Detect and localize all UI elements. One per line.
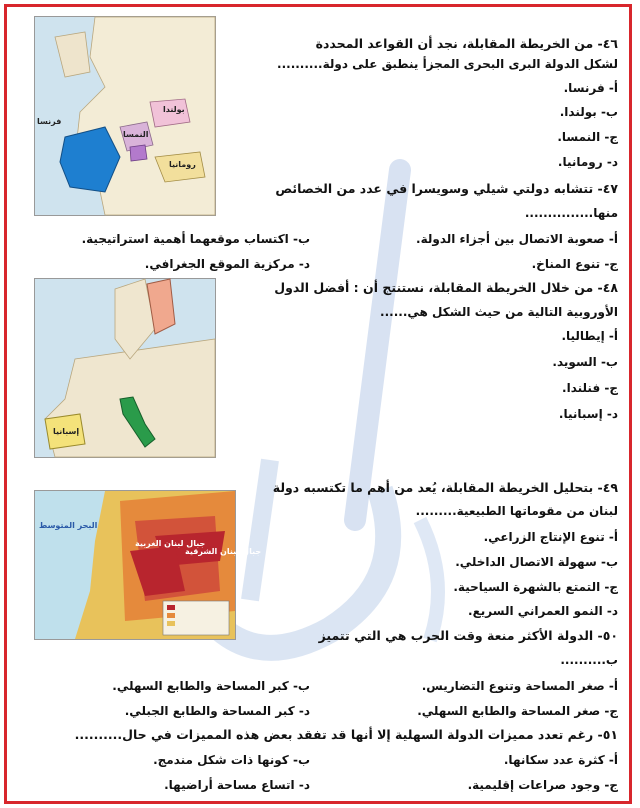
q46-stem-line1: ٤٦- من الخريطة المقابلة، نجد أن القواعد المحددة <box>315 36 618 51</box>
q50-stem-line1: ٥٠- الدولة الأكثر منعة وقت الحرب هي التي تتميز <box>318 628 618 643</box>
map-europe-q46 <box>34 16 216 216</box>
map-label-romania: رومانيا <box>169 160 196 169</box>
q49-stem-line1: ٤٩- بتحليل الخريطة المقابلة، يُعد من أهم ما تكتسبه دولة <box>272 480 618 495</box>
q49-option-b[interactable]: ب- سهولة الاتصال الداخلي. <box>455 555 618 569</box>
q48-option-d[interactable]: د- إسبانيا. <box>558 407 618 421</box>
map-label-sea: البحر المتوسط <box>39 521 98 530</box>
q50-option-d[interactable]: د- كبر المساحة والطابع الجبلي. <box>124 704 310 718</box>
q50-option-a[interactable]: أ- صغر المساحة وتنوع التضاريس. <box>421 679 618 693</box>
map-label-mountain-east: جبال لبنان الشرقية <box>185 547 262 556</box>
q47-stem-line2: منها............... <box>524 206 618 220</box>
q49-option-d[interactable]: د- النمو العمراني السريع. <box>468 604 618 618</box>
map-label-austria: النمسا <box>123 130 149 139</box>
q48-stem-line2: الأوروبية التالية من حيث الشكل هي...... <box>380 305 618 319</box>
q48-option-a[interactable]: أ- إيطاليا. <box>561 329 618 343</box>
q51-stem-line1: ٥١- رغم تعدد مميزات الدولة السهلية إلا أنها قد تفقد بعض هذه المميزات في حال.......... <box>74 727 618 742</box>
q47-option-c[interactable]: ج- تنوع المناخ. <box>531 257 618 271</box>
map-label-mountain-west: جبال لبنان الغربية <box>135 539 206 548</box>
q49-stem-line2: لبنان من مقوماتها الطبيعية......... <box>415 504 618 518</box>
q51-option-a[interactable]: أ- كثرة عدد سكانها. <box>503 753 618 767</box>
q46-option-a[interactable]: أ- فرنسا. <box>563 81 618 95</box>
q48-option-b[interactable]: ب- السويد. <box>552 355 618 369</box>
q49-option-a[interactable]: أ- تنوع الإنتاج الزراعي. <box>483 530 618 544</box>
q51-option-c[interactable]: ج- وجود صراعات إقليمية. <box>467 778 618 792</box>
map-label-france: فرنسا <box>37 117 62 126</box>
map-label-spain: إسبانيا <box>53 427 80 436</box>
q51-option-b[interactable]: ب- كونها ذات شكل مندمج. <box>153 753 310 767</box>
q51-option-d[interactable]: د- اتساع مساحة أراضيها. <box>164 778 310 792</box>
q50-stem-line2: ب.......... <box>560 653 618 667</box>
q49-option-c[interactable]: ج- التمتع بالشهرة السياحية. <box>453 580 618 594</box>
q50-option-c[interactable]: ج- صغر المساحة والطابع السهلي. <box>417 704 618 718</box>
map-label-poland: بولندا <box>163 105 185 114</box>
q47-stem-line1: ٤٧- تتشابه دولتي شيلي وسويسرا في عدد من الخصائص <box>275 181 618 196</box>
q47-option-d[interactable]: د- مركزية الموقع الجغرافي. <box>144 257 310 271</box>
q50-option-b[interactable]: ب- كبر المساحة والطابع السهلي. <box>112 679 310 693</box>
q48-option-c[interactable]: ج- فنلندا. <box>562 381 618 395</box>
q46-stem-line2: لشكل الدولة البرى البحرى المجزأ ينطبق على دولة.......... <box>277 57 618 71</box>
map-lebanon-q49 <box>34 490 262 640</box>
q46-option-b[interactable]: ب- بولندا. <box>559 105 618 119</box>
q47-option-a[interactable]: أ- صعوبة الاتصال بين أجزاء الدولة. <box>416 232 618 246</box>
q46-option-c[interactable]: ج- النمسا. <box>557 130 618 144</box>
q48-stem-line1: ٤٨- من خلال الخريطة المقابلة، نستنتج أن : أفضل الدول <box>274 280 618 295</box>
q47-option-b[interactable]: ب- اكتساب موقعهما أهمية استراتيجية. <box>81 232 310 246</box>
map-europe-q48 <box>34 278 216 458</box>
q46-option-d[interactable]: د- رومانيا. <box>557 155 618 169</box>
